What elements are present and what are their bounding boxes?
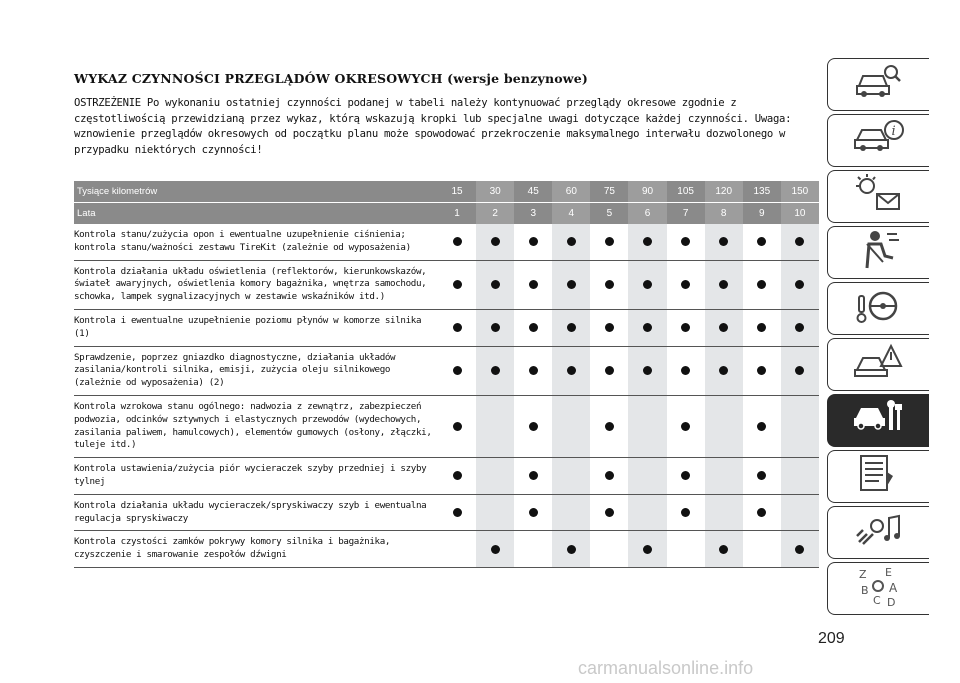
- service-dot-icon: [453, 471, 462, 480]
- car-info-icon: [853, 116, 905, 165]
- interval-cell: [667, 458, 705, 494]
- chapter-tab-steering-key[interactable]: [827, 282, 929, 335]
- service-dot-icon: [795, 545, 804, 554]
- service-dot-icon: [719, 323, 728, 332]
- interval-cell: [476, 458, 514, 494]
- km-header-cell: 75: [603, 186, 615, 197]
- year-header-cell: 7: [682, 208, 689, 219]
- km-header-cell: 105: [677, 186, 694, 197]
- interval-cell: [743, 495, 781, 531]
- year-header-cell: 9: [759, 208, 765, 219]
- service-dot-icon: [795, 280, 804, 289]
- interval-cell: [628, 347, 666, 395]
- multimedia-icon: [853, 508, 905, 557]
- service-dot-icon: [567, 366, 576, 375]
- interval-cell: [476, 310, 514, 346]
- interval-cell: [781, 531, 819, 567]
- svg-text:C: C: [872, 594, 881, 607]
- interval-cells: [438, 458, 819, 494]
- service-dot-icon: [757, 323, 766, 332]
- service-dot-icon: [567, 237, 576, 246]
- service-dot-icon: [529, 323, 538, 332]
- car-search-icon: [853, 60, 905, 109]
- service-dot-icon: [605, 280, 614, 289]
- interval-cell: [667, 495, 705, 531]
- km-header-cells: [438, 181, 819, 202]
- interval-cell: [628, 261, 666, 309]
- interval-cell: [552, 310, 590, 346]
- interval-cell: [743, 310, 781, 346]
- interval-cell: [476, 495, 514, 531]
- service-dot-icon: [491, 280, 500, 289]
- interval-cell: [781, 347, 819, 395]
- svg-text:Z: Z: [858, 568, 867, 581]
- interval-cell: [781, 458, 819, 494]
- warning-lights-icon: [853, 172, 905, 221]
- service-dot-icon: [681, 366, 690, 375]
- years-header-cells: [438, 203, 819, 224]
- interval-cell: [705, 347, 743, 395]
- chapter-tab-car-search[interactable]: [827, 58, 929, 111]
- interval-cell: [590, 396, 628, 457]
- service-dot-icon: [529, 422, 538, 431]
- service-dot-icon: [491, 323, 500, 332]
- service-dot-icon: [605, 366, 614, 375]
- km-header-cell: 150: [781, 181, 819, 202]
- service-dot-icon: [529, 508, 538, 517]
- km-header-cell: 30: [476, 181, 514, 202]
- service-dot-icon: [681, 323, 690, 332]
- interval-cell: [667, 396, 705, 457]
- interval-cell: [438, 495, 476, 531]
- service-dot-icon: [757, 508, 766, 517]
- service-dot-icon: [491, 366, 500, 375]
- service-dot-icon: [757, 471, 766, 480]
- page-number: 209: [818, 630, 845, 647]
- service-dot-icon: [757, 280, 766, 289]
- interval-cells: [438, 261, 819, 309]
- breakdown-warning-icon: [853, 340, 905, 389]
- interval-cell: [476, 224, 514, 260]
- year-header-cell: 5: [606, 208, 613, 219]
- service-dot-icon: [757, 422, 766, 431]
- interval-cell: [781, 495, 819, 531]
- task-description: Kontrola wzrokowa stanu ogólnego: nadwozia z zewnątrz, zabezpieczeń podwozia, odcinków sztywnych i elastycznych przewodów (wydechowych, zasilania paliwem, hamulcowych), elementów gumowych (osłony, złączki, tuleje itd.): [74, 400, 432, 451]
- svg-text:i: i: [891, 124, 896, 139]
- interval-cell: [590, 495, 628, 531]
- interval-cell: [705, 495, 743, 531]
- km-header-cell: 45: [527, 186, 539, 197]
- service-dot-icon: [719, 545, 728, 554]
- task-description: Kontrola stanu/zużycia opon i ewentualne uzupełnienie ciśnienia; kontrola stanu/ważności zestawu TireKit (zależnie od wyposażenia): [74, 229, 411, 253]
- steering-key-icon: [853, 284, 905, 333]
- km-header-cell: 15: [451, 186, 463, 197]
- interval-cell: [667, 531, 705, 567]
- interval-cells: [438, 396, 819, 457]
- interval-cell: [552, 495, 590, 531]
- interval-cell: [590, 310, 628, 346]
- service-dot-icon: [681, 280, 690, 289]
- service-dot-icon: [453, 323, 462, 332]
- years-header-label: Lata: [77, 208, 96, 219]
- interval-cell: [781, 310, 819, 346]
- interval-cell: [476, 261, 514, 309]
- service-dot-icon: [757, 237, 766, 246]
- interval-cell: [552, 458, 590, 494]
- service-dot-icon: [529, 280, 538, 289]
- chapter-tab-alphabetical-index[interactable]: [827, 562, 929, 615]
- service-dot-icon: [681, 508, 690, 517]
- task-description: Kontrola czystości zamków pokrywy komory silnika i bagażnika, czyszczenie i smarowanie zespołów dźwigni: [74, 536, 391, 561]
- task-description: Kontrola działania układu oświetlenia (reflektorów, kierunkowskazów, świateł awaryjnych, oświetlenia komory bagażnika, wnętrza samochodu, schowka, lampek sygnalizacyjnych w zestawie wskaźników itd.): [74, 265, 427, 303]
- table-row: [74, 347, 819, 396]
- interval-cell: [628, 310, 666, 346]
- chapter-tab-car-info[interactable]: [827, 114, 929, 167]
- service-dot-icon: [529, 366, 538, 375]
- interval-cell: [514, 310, 552, 346]
- service-dot-icon: [453, 280, 462, 289]
- interval-cell: [476, 347, 514, 395]
- interval-cell: [438, 310, 476, 346]
- interval-cell: [705, 310, 743, 346]
- interval-cell: [628, 458, 666, 494]
- table-row: [74, 396, 819, 458]
- year-header-cell: 10: [781, 203, 819, 224]
- service-dot-icon: [491, 237, 500, 246]
- km-header-cell: 90: [628, 181, 666, 202]
- task-description: Kontrola działania układu wycieraczek/spryskiwaczy szyb i ewentualna regulacja spryskiwaczy: [74, 499, 427, 524]
- interval-cell: [590, 347, 628, 395]
- service-dot-icon: [453, 508, 462, 517]
- year-header-cell: 8: [705, 203, 743, 224]
- interval-cell: [552, 261, 590, 309]
- chapter-tab-seat-belt-safety[interactable]: [827, 226, 929, 279]
- interval-cells: [438, 531, 819, 567]
- task-description: Kontrola i ewentualne uzupełnienie poziomu płynów w komorze silnika (1): [74, 314, 422, 339]
- service-dot-icon: [605, 422, 614, 431]
- svg-text:B: B: [860, 584, 869, 597]
- interval-cell: [667, 310, 705, 346]
- interval-cell: [438, 396, 476, 457]
- interval-cells: [438, 224, 819, 260]
- interval-cell: [781, 261, 819, 309]
- service-dot-icon: [643, 323, 652, 332]
- chapter-tab-warning-lights[interactable]: [827, 170, 929, 223]
- chapter-tab-specifications-list[interactable]: [827, 450, 929, 503]
- interval-cells: [438, 347, 819, 395]
- interval-cells: [438, 495, 819, 531]
- service-dot-icon: [795, 323, 804, 332]
- interval-cell: [781, 396, 819, 457]
- interval-cell: [743, 531, 781, 567]
- maintenance-table: [74, 181, 819, 568]
- interval-cell: [514, 224, 552, 260]
- year-header-cell: 4: [552, 203, 590, 224]
- interval-cell: [705, 531, 743, 567]
- interval-cell: [476, 531, 514, 567]
- task-description: Sprawdzenie, poprzez gniazdko diagnostyczne, działania układów zasilania/kontroli silnika, emisji, zużycia oleju silnikowego (zależnie od wyposażenia) (2): [74, 351, 396, 389]
- interval-cell: [628, 396, 666, 457]
- interval-cell: [743, 347, 781, 395]
- table-body: [74, 224, 819, 568]
- page-title: WYKAZ CZYNNOŚCI PRZEGLĄDÓW OKRESOWYCH (wersje benzynowe): [74, 71, 589, 86]
- interval-cell: [514, 396, 552, 457]
- table-row: [74, 495, 819, 532]
- interval-cells: [438, 310, 819, 346]
- service-dot-icon: [719, 237, 728, 246]
- service-dot-icon: [719, 280, 728, 289]
- service-dot-icon: [605, 508, 614, 517]
- interval-cell: [667, 261, 705, 309]
- service-dot-icon: [605, 237, 614, 246]
- service-dot-icon: [605, 323, 614, 332]
- chapter-tabs: [827, 58, 929, 618]
- interval-cell: [438, 347, 476, 395]
- year-header-cell: 3: [530, 208, 537, 219]
- interval-cell: [514, 495, 552, 531]
- interval-cell: [514, 347, 552, 395]
- service-dot-icon: [491, 545, 500, 554]
- table-row: [74, 224, 819, 261]
- svg-text:D: D: [886, 596, 895, 608]
- service-dot-icon: [567, 545, 576, 554]
- year-header-cell: 2: [476, 203, 514, 224]
- interval-cell: [667, 347, 705, 395]
- interval-cell: [743, 458, 781, 494]
- interval-cell: [476, 396, 514, 457]
- service-dot-icon: [453, 366, 462, 375]
- seat-belt-safety-icon: [853, 228, 905, 277]
- chapter-tab-multimedia[interactable]: [827, 506, 929, 559]
- service-dot-icon: [681, 237, 690, 246]
- interval-cell: [590, 531, 628, 567]
- km-header-label: Tysiące kilometrów: [77, 186, 158, 197]
- interval-cell: [438, 458, 476, 494]
- service-dot-icon: [681, 422, 690, 431]
- interval-cell: [743, 224, 781, 260]
- km-header-cell: 120: [705, 181, 743, 202]
- header-row-years: [74, 202, 819, 224]
- interval-cell: [514, 261, 552, 309]
- service-dot-icon: [643, 280, 652, 289]
- interval-cell: [743, 261, 781, 309]
- interval-cell: [628, 224, 666, 260]
- watermark: carmanualsonline.info: [578, 658, 754, 678]
- service-dot-icon: [453, 237, 462, 246]
- service-dot-icon: [567, 280, 576, 289]
- interval-cell: [781, 224, 819, 260]
- warning-paragraph: OSTRZEŻENIE Po wykonaniu ostatniej czynności podanej w tabeli należy kontynuować przeglądy okresowe zgodnie z częstotliwością przewidzianą przez wykaz, którą wskazują kropki lub specjalne uwagi dotyczące każdej czynności. Uwaga: wznowienie przeglądów okresowych od początku planu może spowodować przekroczenie maksymalnego interwału dozwolonego w przypadku niektórych czynności!: [74, 97, 792, 156]
- svg-text:E: E: [884, 566, 892, 579]
- interval-cell: [590, 261, 628, 309]
- service-dot-icon: [719, 366, 728, 375]
- interval-cell: [628, 495, 666, 531]
- interval-cell: [705, 224, 743, 260]
- interval-cell: [628, 531, 666, 567]
- interval-cell: [667, 224, 705, 260]
- table-row: [74, 531, 819, 568]
- interval-cell: [743, 396, 781, 457]
- interval-cell: [552, 396, 590, 457]
- interval-cell: [514, 458, 552, 494]
- km-header-cell: 135: [753, 186, 771, 197]
- interval-cell: [514, 531, 552, 567]
- interval-cell: [552, 347, 590, 395]
- interval-cell: [438, 224, 476, 260]
- service-dot-icon: [643, 237, 652, 246]
- service-dot-icon: [567, 323, 576, 332]
- task-description: Kontrola ustawienia/zużycia piór wycieraczek szyby przedniej i szyby tylnej: [74, 463, 427, 487]
- car-maintenance-icon: [853, 396, 905, 445]
- year-header-cell: 1: [454, 208, 460, 219]
- interval-cell: [552, 224, 590, 260]
- specifications-list-icon: [853, 452, 905, 501]
- header-row-km: [74, 181, 819, 202]
- interval-cell: [590, 458, 628, 494]
- service-dot-icon: [643, 545, 652, 554]
- interval-cell: [438, 531, 476, 567]
- interval-cell: [590, 224, 628, 260]
- service-dot-icon: [757, 366, 766, 375]
- service-dot-icon: [529, 237, 538, 246]
- interval-cell: [552, 531, 590, 567]
- km-header-cell: 60: [552, 181, 590, 202]
- service-dot-icon: [795, 366, 804, 375]
- interval-cell: [705, 261, 743, 309]
- table-row: [74, 458, 819, 495]
- svg-text:A: A: [888, 581, 897, 595]
- table-row: [74, 310, 819, 347]
- service-dot-icon: [453, 422, 462, 431]
- interval-cell: [705, 458, 743, 494]
- service-dot-icon: [681, 471, 690, 480]
- interval-cell: [438, 261, 476, 309]
- alphabetical-index-icon: [853, 564, 905, 613]
- interval-cell: [705, 396, 743, 457]
- service-dot-icon: [529, 471, 538, 480]
- table-row: [74, 261, 819, 310]
- year-header-cell: 6: [628, 203, 666, 224]
- service-dot-icon: [643, 366, 652, 375]
- service-dot-icon: [605, 471, 614, 480]
- chapter-tab-breakdown-warning[interactable]: [827, 338, 929, 391]
- chapter-tab-car-maintenance[interactable]: [827, 394, 929, 447]
- service-dot-icon: [795, 237, 804, 246]
